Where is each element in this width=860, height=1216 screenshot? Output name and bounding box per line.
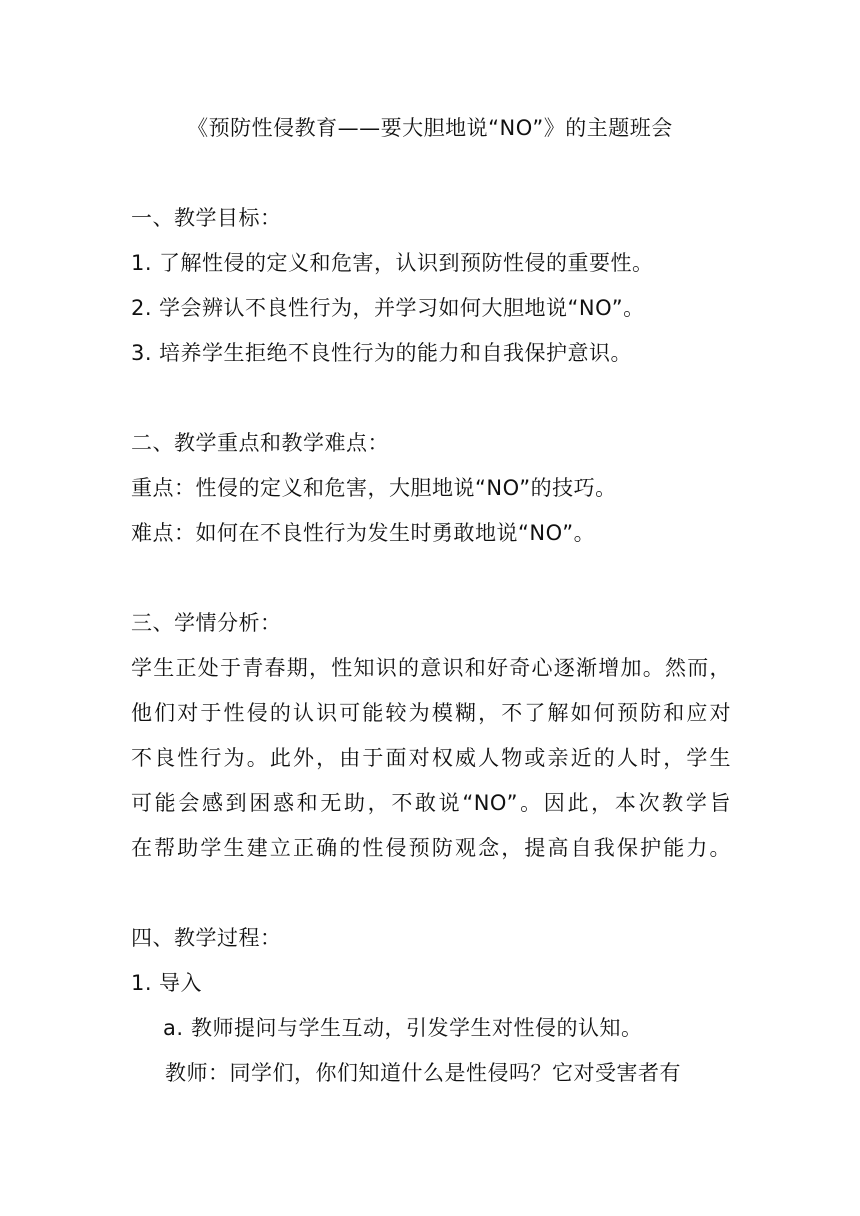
item-text: 培养学生拒绝不良性行为的能力和自我保护意识。 [159, 341, 632, 365]
paragraph-line: 不良性行为。此外，由于面对权威人物或亲近的人时，学生 [131, 746, 731, 770]
key-point-line: 重点：性侵的定义和危害，大胆地说“NO”的技巧。 [131, 476, 617, 500]
objective-item [131, 338, 632, 368]
objective-item [131, 293, 645, 323]
difficulty-line: 难点：如何在不良性行为发生时勇敢地说“NO”。 [131, 521, 596, 545]
section-heading-analysis: 三、学情分析： [131, 611, 282, 635]
dialogue-line: 教师：同学们，你们知道什么是性侵吗？它对受害者有 [165, 1061, 681, 1085]
paragraph-line: 学生正处于青春期，性知识的意识和好奇心逐渐增加。然而， [131, 656, 731, 680]
section-heading-objectives: 一、教学目标： [131, 206, 282, 230]
sub-step-label: a. [163, 1016, 184, 1040]
process-step [131, 968, 202, 998]
section-heading-key-points: 二、教学重点和教学难点： [131, 431, 389, 455]
objective-item [131, 248, 654, 278]
sub-step-text: 教师提问与学生互动，引发学生对性侵的认知。 [191, 1016, 643, 1040]
sub-step [163, 1013, 643, 1043]
item-number: 1. [131, 251, 153, 275]
paragraph-line: 可能会感到困惑和无助，不敢说“NO”。因此，本次教学旨 [131, 791, 731, 815]
step-text: 导入 [159, 971, 202, 995]
step-number: 1. [131, 971, 153, 995]
item-text: 了解性侵的定义和危害，认识到预防性侵的重要性。 [159, 251, 654, 275]
item-number: 2. [131, 296, 153, 320]
document-title: 《预防性侵教育——要大胆地说“NO”》的主题班会 [187, 116, 673, 140]
paragraph-line: 他们对于性侵的认识可能较为模糊，不了解如何预防和应对 [131, 701, 731, 725]
item-text: 学会辨认不良性行为，并学习如何大胆地说“NO”。 [159, 296, 645, 320]
item-number: 3. [131, 341, 153, 365]
paragraph-line: 在帮助学生建立正确的性侵预防观念，提高自我保护能力。 [131, 836, 731, 860]
section-heading-process: 四、教学过程： [131, 926, 282, 950]
